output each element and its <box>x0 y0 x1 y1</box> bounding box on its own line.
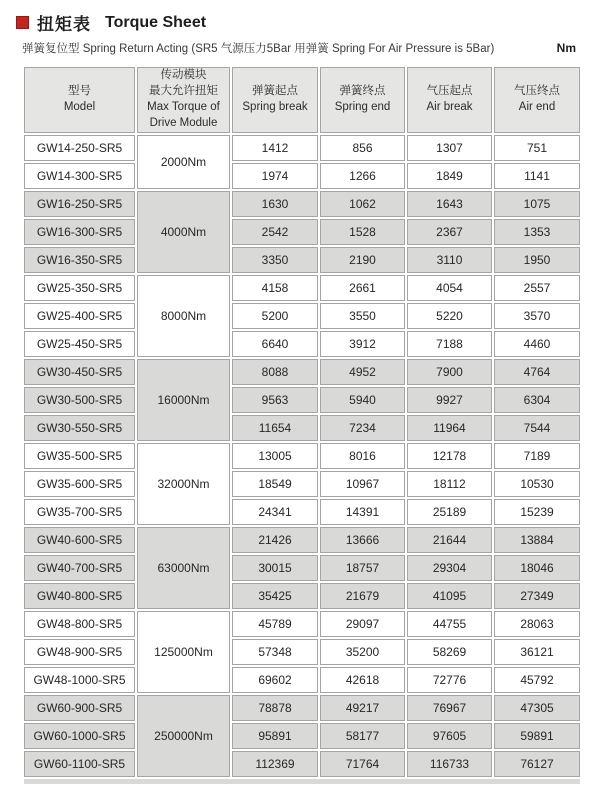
spring-break-cell: 4158 <box>232 275 318 301</box>
model-cell: GW48-1000-SR5 <box>24 667 135 693</box>
table-row <box>24 639 580 665</box>
table-row <box>24 527 580 553</box>
column-header-model <box>24 67 135 133</box>
air-end-cell: 36121 <box>494 639 580 665</box>
air-end-cell: 6304 <box>494 387 580 413</box>
max-torque-cell: 63000Nm <box>137 527 230 609</box>
table-row <box>24 247 580 273</box>
spring-break-cell: 95891 <box>232 723 318 749</box>
model-cell: GW60-1100-SR5 <box>24 751 135 777</box>
table-row <box>24 471 580 497</box>
air-end-cell: 76127 <box>494 751 580 777</box>
column-header-max-torque <box>137 67 230 133</box>
spring-end-cell: 2661 <box>320 275 405 301</box>
column-header-spring-end <box>320 67 405 133</box>
spring-end-cell: 10967 <box>320 471 405 497</box>
spring-break-cell: 69602 <box>232 667 318 693</box>
spring-end-cell: 29097 <box>320 611 405 637</box>
spring-end-cell: 42618 <box>320 667 405 693</box>
column-header-line: 弹簧终点 <box>339 85 386 98</box>
column-header-line: 气压起点 <box>426 85 473 98</box>
spring-end-cell: 14391 <box>320 499 405 525</box>
model-cell: GW25-450-SR5 <box>24 331 135 357</box>
air-end-cell: 1950 <box>494 247 580 273</box>
model-cell: GW16-250-SR5 <box>24 191 135 217</box>
air-break-cell: 41095 <box>407 583 492 609</box>
spring-break-cell: 21426 <box>232 527 318 553</box>
table-row <box>24 275 580 301</box>
column-header-line: 传动模块 <box>160 69 207 82</box>
title-en: Torque Sheet <box>105 13 207 31</box>
spring-end-cell: 49217 <box>320 695 405 721</box>
air-end-cell: 10530 <box>494 471 580 497</box>
air-break-cell: 1307 <box>407 135 492 161</box>
max-torque-cell: 8000Nm <box>137 275 230 357</box>
model-cell: GW48-800-SR5 <box>24 611 135 637</box>
column-header-line: 弹簧起点 <box>252 85 298 98</box>
table-row <box>24 219 580 245</box>
spring-end-cell: 5940 <box>320 387 405 413</box>
spring-break-cell: 24341 <box>232 499 318 525</box>
spring-end-cell: 71764 <box>320 751 405 777</box>
column-header-line: 最大允许扭矩 <box>149 85 218 98</box>
air-end-cell: 751 <box>494 135 580 161</box>
spring-end-cell: 1062 <box>320 191 405 217</box>
table-row <box>24 583 580 609</box>
model-cell: GW35-700-SR5 <box>24 499 135 525</box>
air-end-cell: 1353 <box>494 219 580 245</box>
spring-break-cell: 78878 <box>232 695 318 721</box>
table-row <box>24 387 580 413</box>
spring-end-cell: 4952 <box>320 359 405 385</box>
column-header-line: Air end <box>518 101 556 113</box>
subtitle <box>22 40 582 56</box>
model-cell: GW30-500-SR5 <box>24 387 135 413</box>
air-break-cell: 97605 <box>407 723 492 749</box>
table-bottom-strip <box>24 779 580 784</box>
air-end-cell: 7544 <box>494 415 580 441</box>
air-end-cell: 28063 <box>494 611 580 637</box>
air-end-cell: 3570 <box>494 303 580 329</box>
spring-break-cell: 2542 <box>232 219 318 245</box>
air-break-cell: 29304 <box>407 555 492 581</box>
column-header-air-break <box>407 67 492 133</box>
header-row <box>24 67 580 133</box>
column-header-line: Spring end <box>334 101 391 113</box>
spring-end-cell: 3550 <box>320 303 405 329</box>
model-cell: GW16-350-SR5 <box>24 247 135 273</box>
spring-break-cell: 5200 <box>232 303 318 329</box>
air-break-cell: 18112 <box>407 471 492 497</box>
page-title <box>16 10 582 35</box>
table-row <box>24 667 580 693</box>
air-break-cell: 1849 <box>407 163 492 189</box>
model-cell: GW25-400-SR5 <box>24 303 135 329</box>
table-row <box>24 191 580 217</box>
model-cell: GW40-600-SR5 <box>24 527 135 553</box>
air-break-cell: 7188 <box>407 331 492 357</box>
spring-break-cell: 35425 <box>232 583 318 609</box>
spring-break-cell: 18549 <box>232 471 318 497</box>
air-break-cell: 21644 <box>407 527 492 553</box>
air-end-cell: 4764 <box>494 359 580 385</box>
spring-end-cell: 2190 <box>320 247 405 273</box>
air-break-cell: 116733 <box>407 751 492 777</box>
spring-break-cell: 1974 <box>232 163 318 189</box>
air-break-cell: 58269 <box>407 639 492 665</box>
max-torque-cell: 16000Nm <box>137 359 230 441</box>
spring-break-cell: 3350 <box>232 247 318 273</box>
air-end-cell: 47305 <box>494 695 580 721</box>
spring-end-cell: 21679 <box>320 583 405 609</box>
table-row <box>24 331 580 357</box>
column-header-line: Model <box>63 101 96 113</box>
air-break-cell: 44755 <box>407 611 492 637</box>
air-break-cell: 11964 <box>407 415 492 441</box>
air-break-cell: 25189 <box>407 499 492 525</box>
torque-table <box>22 65 582 786</box>
spring-break-cell: 11654 <box>232 415 318 441</box>
spring-end-cell: 58177 <box>320 723 405 749</box>
air-break-cell: 4054 <box>407 275 492 301</box>
max-torque-cell: 250000Nm <box>137 695 230 777</box>
spring-break-cell: 9563 <box>232 387 318 413</box>
table-row <box>24 135 580 161</box>
max-torque-cell: 4000Nm <box>137 191 230 273</box>
table-row <box>24 443 580 469</box>
spring-end-cell: 3912 <box>320 331 405 357</box>
spring-end-cell: 18757 <box>320 555 405 581</box>
spring-end-cell: 1528 <box>320 219 405 245</box>
air-break-cell: 12178 <box>407 443 492 469</box>
spring-break-cell: 112369 <box>232 751 318 777</box>
column-header-air-end <box>494 67 580 133</box>
table-row <box>24 695 580 721</box>
model-cell: GW30-550-SR5 <box>24 415 135 441</box>
unit-label: Nm <box>556 41 576 55</box>
air-end-cell: 2557 <box>494 275 580 301</box>
table-body <box>24 135 580 784</box>
column-header-line: Drive Module <box>149 116 218 129</box>
model-cell: GW14-300-SR5 <box>24 163 135 189</box>
column-header-line: 气压终点 <box>514 85 560 98</box>
model-cell: GW14-250-SR5 <box>24 135 135 161</box>
column-header-line: Spring break <box>242 101 308 113</box>
table-header <box>24 67 580 133</box>
spring-break-cell: 8088 <box>232 359 318 385</box>
max-torque-cell: 125000Nm <box>137 611 230 693</box>
table-row <box>24 303 580 329</box>
air-end-cell: 1075 <box>494 191 580 217</box>
model-cell: GW40-800-SR5 <box>24 583 135 609</box>
spring-break-cell: 1412 <box>232 135 318 161</box>
air-end-cell: 7189 <box>494 443 580 469</box>
spring-end-cell: 35200 <box>320 639 405 665</box>
table-row <box>24 555 580 581</box>
air-end-cell: 13884 <box>494 527 580 553</box>
column-header-line: 型号 <box>68 85 91 98</box>
spring-end-cell: 13666 <box>320 527 405 553</box>
table-row <box>24 611 580 637</box>
model-cell: GW60-900-SR5 <box>24 695 135 721</box>
spring-end-cell: 856 <box>320 135 405 161</box>
air-break-cell: 5220 <box>407 303 492 329</box>
table-row <box>24 751 580 777</box>
spring-end-cell: 8016 <box>320 443 405 469</box>
air-end-cell: 4460 <box>494 331 580 357</box>
model-cell: GW25-350-SR5 <box>24 275 135 301</box>
air-end-cell: 45792 <box>494 667 580 693</box>
model-cell: GW35-500-SR5 <box>24 443 135 469</box>
model-cell: GW48-900-SR5 <box>24 639 135 665</box>
red-square-bullet-icon <box>16 16 29 29</box>
air-break-cell: 9927 <box>407 387 492 413</box>
table-row <box>24 163 580 189</box>
model-cell: GW60-1000-SR5 <box>24 723 135 749</box>
air-end-cell: 27349 <box>494 583 580 609</box>
air-break-cell: 7900 <box>407 359 492 385</box>
table-row <box>24 723 580 749</box>
air-end-cell: 1141 <box>494 163 580 189</box>
table-bottom-strip-cell <box>24 779 580 784</box>
model-cell: GW30-450-SR5 <box>24 359 135 385</box>
title-zh: 扭矩表 <box>37 15 91 34</box>
air-end-cell: 18046 <box>494 555 580 581</box>
air-break-cell: 76967 <box>407 695 492 721</box>
air-break-cell: 3110 <box>407 247 492 273</box>
spring-break-cell: 30015 <box>232 555 318 581</box>
subtitle-text: 弹簧复位型 Spring Return Acting (SR5 气源压力5Bar 用弹簧 Spring For Air Pressure is 5Bar) <box>22 43 495 55</box>
spring-break-cell: 57348 <box>232 639 318 665</box>
model-cell: GW40-700-SR5 <box>24 555 135 581</box>
air-break-cell: 1643 <box>407 191 492 217</box>
table-row <box>24 499 580 525</box>
table-row <box>24 359 580 385</box>
spring-break-cell: 13005 <box>232 443 318 469</box>
column-header-line: Air break <box>426 101 473 113</box>
spring-end-cell: 1266 <box>320 163 405 189</box>
spring-break-cell: 1630 <box>232 191 318 217</box>
air-break-cell: 72776 <box>407 667 492 693</box>
column-header-line: Max Torque of <box>147 101 220 113</box>
air-break-cell: 2367 <box>407 219 492 245</box>
spring-break-cell: 45789 <box>232 611 318 637</box>
max-torque-cell: 32000Nm <box>137 443 230 525</box>
spring-end-cell: 7234 <box>320 415 405 441</box>
air-end-cell: 15239 <box>494 499 580 525</box>
model-cell: GW16-300-SR5 <box>24 219 135 245</box>
column-header-spring-break <box>232 67 318 133</box>
table-row <box>24 415 580 441</box>
spring-break-cell: 6640 <box>232 331 318 357</box>
air-end-cell: 59891 <box>494 723 580 749</box>
model-cell: GW35-600-SR5 <box>24 471 135 497</box>
max-torque-cell: 2000Nm <box>137 135 230 189</box>
